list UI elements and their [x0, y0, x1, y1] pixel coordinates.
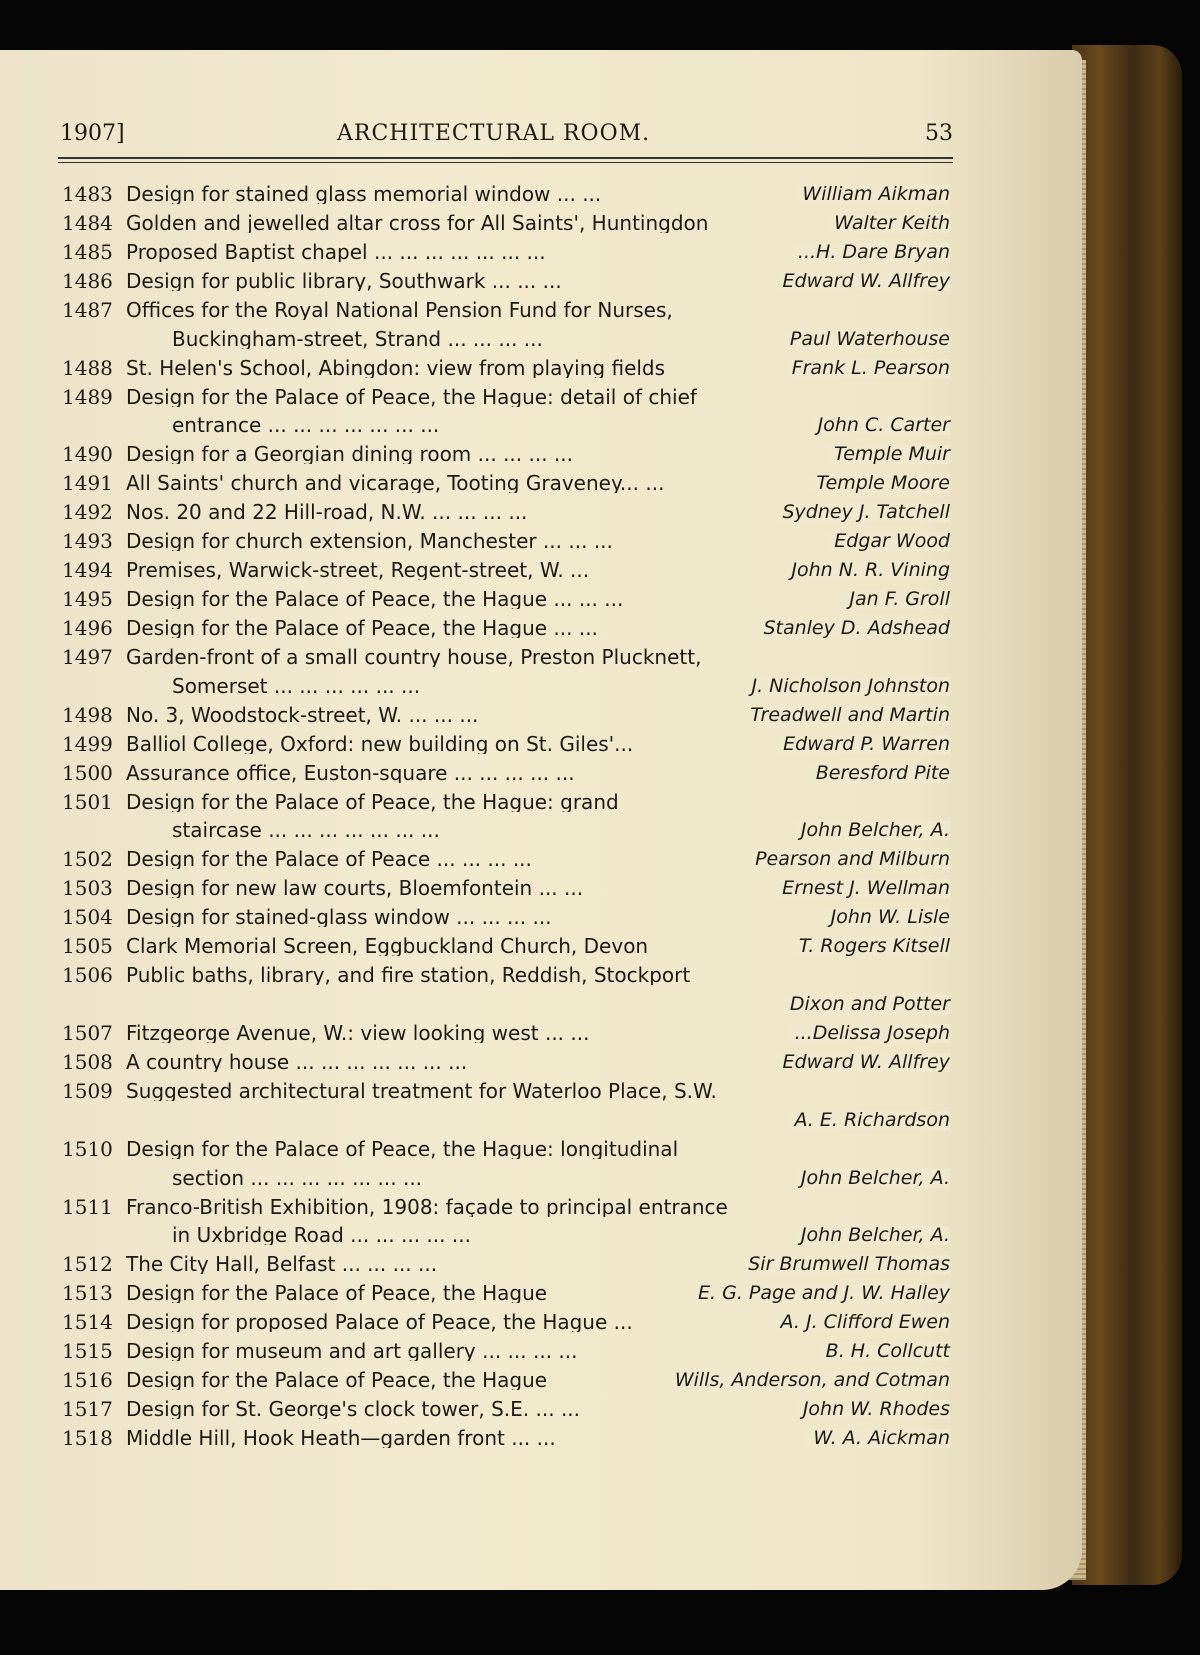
entry-number: 1495 [62, 587, 113, 612]
entry-description: Golden and jewelled altar cross for All Saints', Huntingdon [126, 212, 709, 233]
entry-architect: Sir Brumwell Thomas [734, 1255, 950, 1274]
entry-number: 1502 [62, 847, 113, 872]
entry-description: Design for St. George's clock tower, S.E. ... ... [126, 1399, 581, 1420]
entry-description: Design for the Palace of Peace ... ... ... ... [126, 849, 532, 870]
entry-architect: Sydney J. Tatchell [768, 503, 950, 522]
entry-architect: T. Rogers Kitsell [785, 937, 950, 956]
entry-architect: Beresford Pite [802, 764, 950, 783]
entry-description: Buckingham-street, Strand ... ... ... ... [172, 328, 543, 349]
entry-number: 1516 [62, 1368, 113, 1393]
entry-number: 1518 [62, 1425, 113, 1450]
entry-architect: Jan F. Groll [835, 590, 950, 609]
entry-description: Design for the Palace of Peace, the Hague ... ... ... [126, 589, 624, 610]
entry-architect: A. E. Richardson [780, 1111, 950, 1130]
entry-architect: Ernest J. Wellman [768, 879, 950, 898]
entry-architect: Temple Muir [820, 445, 950, 464]
entry-architect: William Aikman [788, 185, 950, 204]
entry-number: 1497 [62, 644, 113, 669]
entry-architect: Frank L. Pearson [778, 359, 950, 378]
entry-description: The City Hall, Belfast ... ... ... ... [126, 1254, 438, 1275]
entry-description: St. Helen's School, Abingdon: view from playing fields [126, 357, 666, 378]
entry-number: 1484 [62, 210, 113, 235]
entry-description: Franco-British Exhibition, 1908: façade to principal entrance [126, 1196, 728, 1217]
entry-description: Premises, Warwick-street, Regent-street, W. ... [126, 560, 590, 581]
entry-number: 1511 [62, 1194, 113, 1219]
entry-number: 1507 [62, 1020, 113, 1045]
entry-number: 1512 [62, 1252, 113, 1277]
entry-architect: ...Delissa Joseph [781, 1024, 950, 1043]
entry-architect: John Belcher, A. [787, 1226, 950, 1245]
entry-architect: Wills, Anderson, and Cotman [661, 1371, 950, 1390]
book-spine [1072, 45, 1182, 1585]
page-title: ARCHITECTURAL ROOM. [337, 121, 651, 146]
entry-description: Design for stained glass memorial window ... ... [126, 184, 602, 204]
entry-number: 1506 [62, 963, 113, 988]
entry-number: 1515 [62, 1339, 113, 1364]
entry-description: Design for the Palace of Peace, the Hague [126, 1370, 548, 1391]
entry-number: 1491 [62, 471, 113, 496]
entry-description: Design for public library, Southwark ... ... ... [126, 270, 562, 291]
entry-description: Design for the Palace of Peace, the Hague: detail of chief [126, 386, 697, 407]
entry-number: 1498 [62, 702, 113, 727]
entry-architect: E. G. Page and J. W. Halley [684, 1284, 950, 1303]
entry-number: 1517 [62, 1397, 113, 1422]
entry-architect: John W. Rhodes [789, 1400, 950, 1419]
entry-architect: B. H. Collcutt [812, 1342, 950, 1361]
entry-architect: Paul Waterhouse [776, 330, 950, 349]
entry-architect: Treadwell and Martin [736, 706, 950, 725]
entry-architect: John Belcher, A. [787, 821, 950, 840]
entry-architect: Pearson and Milburn [741, 850, 950, 869]
entry-architect: Edward W. Allfrey [769, 272, 950, 291]
entry-description: Public baths, library, and fire station, Reddish, Stockport [126, 965, 691, 986]
entry-description: Design for a Georgian dining room ... ... ... ... [126, 444, 574, 465]
header-year: 1907] [60, 121, 125, 146]
entry-number: 1487 [62, 297, 113, 322]
entry-description: Design for new law courts, Bloemfontein ... ... [126, 878, 584, 899]
entry-description: Design for church extension, Manchester ... ... ... [126, 531, 613, 552]
entry-number: 1485 [62, 239, 113, 264]
entry-description: Design for museum and art gallery ... ... ... ... [126, 1341, 578, 1362]
header-rule [58, 157, 953, 159]
entry-number: 1513 [62, 1281, 113, 1306]
entry-description: Suggested architectural treatment for Waterloo Place, S.W. [126, 1080, 717, 1101]
entry-architect: Walter Keith [820, 214, 950, 233]
entry-description: section ... ... ... ... ... ... ... [172, 1167, 423, 1188]
entry-number: 1514 [62, 1310, 113, 1335]
entry-number: 1483 [62, 182, 113, 206]
entry-number: 1492 [62, 500, 113, 525]
entry-number: 1486 [62, 268, 113, 293]
entry-description: No. 3, Woodstock-street, W. ... ... ... [126, 704, 479, 725]
entry-description: in Uxbridge Road ... ... ... ... ... [172, 1225, 471, 1246]
entry-description: Garden-front of a small country house, Preston Plucknett, [126, 646, 702, 667]
entry-number: 1500 [62, 760, 113, 785]
entry-description: All Saints' church and vicarage, Tooting Graveney... ... [126, 473, 665, 494]
entry-number: 1504 [62, 905, 113, 930]
entry-description: Clark Memorial Screen, Eggbuckland Church, Devon [126, 936, 649, 957]
entry-description: Middle Hill, Hook Heath—garden front ... ... [126, 1427, 556, 1448]
entry-architect: Stanley D. Adshead [749, 619, 950, 638]
entry-description: Fitzgeorge Avenue, W.: view looking west ... ... [126, 1022, 590, 1043]
entry-description: Proposed Baptist chapel ... ... ... ... ... ... ... [126, 241, 546, 262]
entry-description: Design for the Palace of Peace, the Hague [126, 1283, 548, 1304]
entry-architect: Edgar Wood [820, 532, 950, 551]
entry-description: A country house ... ... ... ... ... ... ... [126, 1051, 468, 1072]
entry-architect: Edward W. Allfrey [769, 1053, 950, 1072]
entry-number: 1489 [62, 384, 113, 409]
entry-number: 1488 [62, 355, 113, 380]
entry-description: Balliol College, Oxford: new building on St. Giles'... [126, 733, 634, 754]
entry-architect: A. J. Clifford Ewen [767, 1313, 950, 1332]
entry-architect: Dixon and Potter [776, 995, 950, 1014]
entry-number: 1510 [62, 1136, 113, 1161]
entry-architect: W. A. Aickman [799, 1429, 950, 1448]
entry-number: 1499 [62, 731, 113, 756]
entry-description: Design for proposed Palace of Peace, the Hague ... [126, 1312, 633, 1333]
entry-number: 1494 [62, 558, 113, 583]
entry-description: Assurance office, Euston-square ... ... ... ... ... [126, 762, 575, 783]
entry-number: 1509 [62, 1078, 113, 1103]
entry-description: entrance ... ... ... ... ... ... ... [172, 415, 440, 436]
header-rule-thin [58, 162, 953, 163]
entry-number: 1493 [62, 529, 113, 554]
entry-architect: Edward P. Warren [769, 735, 950, 754]
entry-number: 1505 [62, 934, 113, 959]
entry-description: Design for the Palace of Peace, the Hague: grand [126, 791, 619, 812]
entry-description: Somerset ... ... ... ... ... ... [172, 675, 421, 696]
entry-description: staircase ... ... ... ... ... ... ... [172, 820, 440, 841]
entry-architect: ...H. Dare Bryan [784, 243, 950, 262]
entry-number: 1508 [62, 1049, 113, 1074]
entry-description: Design for the Palace of Peace, the Hague ... ... [126, 617, 598, 638]
entry-description: Design for the Palace of Peace, the Hague: longitudinal [126, 1138, 679, 1159]
entry-number: 1496 [62, 615, 113, 640]
entry-architect: John W. Lisle [817, 908, 950, 927]
page-number: 53 [925, 121, 953, 146]
entry-architect: John C. Carter [804, 416, 950, 435]
entry-number: 1503 [62, 876, 113, 901]
entry-number: 1490 [62, 442, 113, 467]
entry-architect: John N. R. Vining [777, 561, 950, 580]
entry-description: Nos. 20 and 22 Hill-road, N.W. ... ... ... ... [126, 502, 528, 523]
entry-architect: John Belcher, A. [787, 1169, 950, 1188]
entry-description: Offices for the Royal National Pension Fund for Nurses, [126, 299, 673, 320]
entry-architect: J. Nicholson Johnston [738, 677, 951, 696]
entry-description: Design for stained-glass window ... ... ... ... [126, 907, 552, 928]
entry-number: 1501 [62, 789, 113, 814]
entry-architect: Temple Moore [802, 474, 950, 493]
